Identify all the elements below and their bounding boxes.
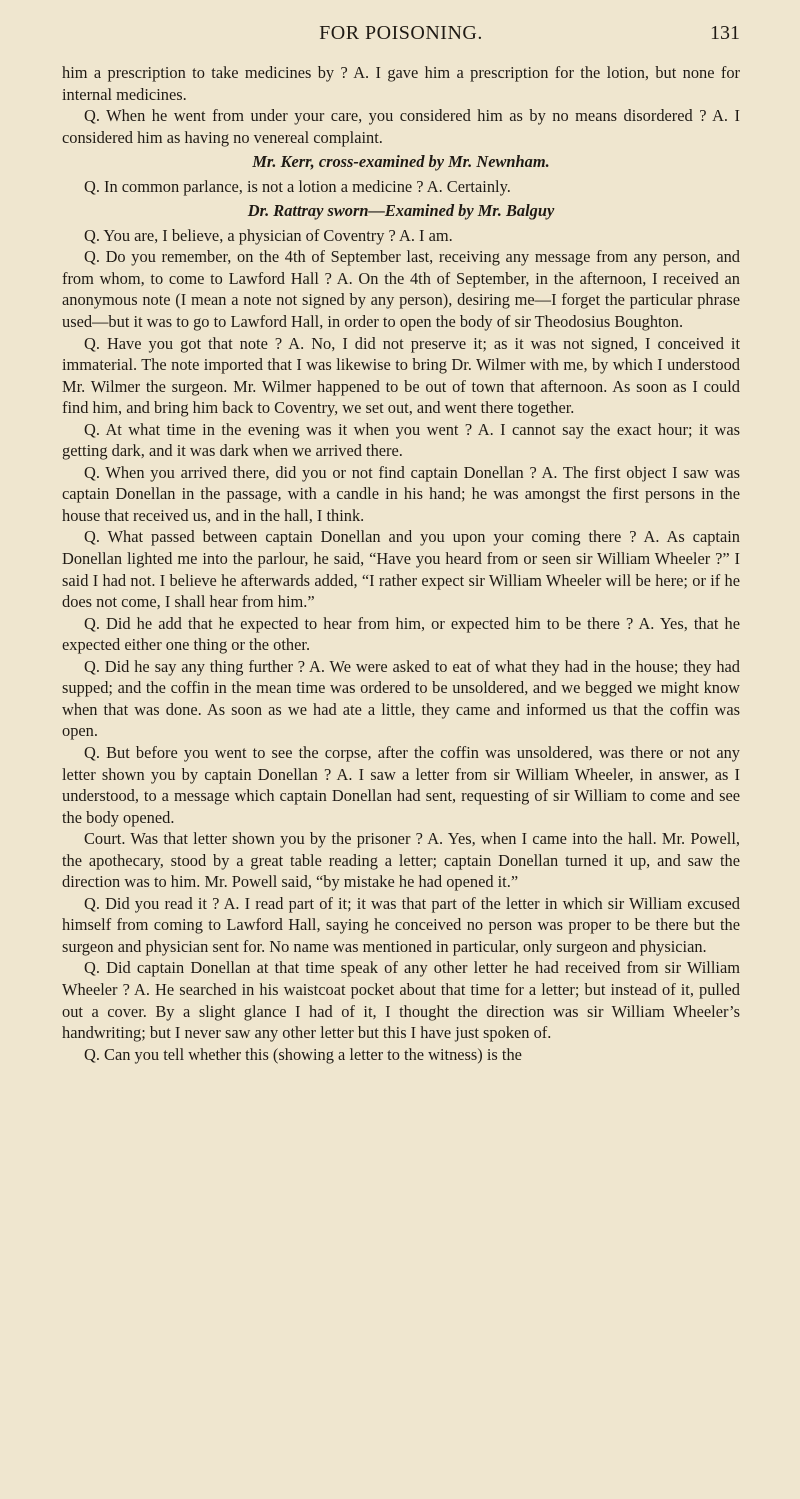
paragraph: Q. But before you went to see the corpse, after the coffin was unsoldered, was there or not any letter shown you by captain Donellan ? A. I saw a letter from sir William Wheeler, in answer, as I understood, to a message which captain Donellan had sent, requesting of sir William to come and see the body opened.	[62, 742, 740, 827]
section-heading: Mr. Kerr, cross-examined by Mr. Newnham.	[252, 152, 550, 172]
paragraph: Q. Can you tell whether this (showing a letter to the witness) is the	[84, 1044, 522, 1064]
paragraph: Q. Did he say any thing further ? A. We were asked to eat of what they had in the house; they had supped; and the coffin in the mean time was ordered to be unsoldered, and we begged we might know when that was done. As soon as we had ate a little, they came and informed us that the coffin was open.	[62, 656, 740, 741]
paragraph: Q. Did you read it ? A. I read part of it; it was that part of the letter in which sir William excused himself from coming to Lawford Hall, saying he conceived no person was proper to be there but the surgeon and physician sent for. No name was mentioned in particular, only surgeon and physician.	[62, 893, 740, 956]
paragraph: Q. Did captain Donellan at that time speak of any other letter he had received from sir William Wheeler ? A. He searched in his waistcoat pocket about that time for a letter; but instead of it, pulled out a cover. By a slight glance I had of it, I thought the direction was sir William Wheeler’s handwriting; but I never saw any other letter but this I have just spoken of.	[62, 958, 740, 1043]
paragraph: Q. Have you got that note ? A. No, I did not preserve it; as it was not signed, I conceived it immaterial. The note imported that I was likewise to bring Dr. Wilmer with me, by which I understood Mr. Wilmer the surgeon. Mr. Wilmer happened to be out of town that afternoon. As soon as I could find him, and bring him back to Coventry, we set out, and went there together.	[62, 333, 740, 418]
paragraph: Court. Was that letter shown you by the prisoner ? A. Yes, when I came into the hall. Mr. Powell, the apothecary, stood by a great table reading a letter; captain Donellan turned it up, and saw the direction was to him. Mr. Powell said, “by mistake he had opened it.”	[62, 829, 740, 892]
paragraph: Q. You are, I believe, a physician of Coventry ? A. I am.	[84, 225, 453, 245]
paragraph: Q. When you arrived there, did you or not find captain Donellan ? A. The first object I saw was captain Donellan in the passage, with a candle in his hand; he was amongst the first persons in the house that received us, and in the hall, I think.	[62, 462, 740, 525]
paragraph: Q. In common parlance, is not a lotion a medicine ? A. Certainly.	[84, 176, 511, 196]
paragraph: Q. Do you remember, on the 4th of September last, receiving any message from any person, and from whom, to come to Lawford Hall ? A. On the 4th of September, in the afternoon, I received an anonymous note (I mean a note not signed by any person), desiring me—I forget the particular phrase used—but it was to go to Lawford Hall, in order to open the body of sir Theodosius Boughton.	[62, 247, 740, 332]
body-text	[62, 62, 740, 1065]
section-heading: Dr. Rattray sworn—Examined by Mr. Balguy	[247, 201, 555, 221]
paragraph: Q. When he went from under your care, you considered him as by no means disordered ? A. I considered him as having no venereal complaint.	[62, 106, 740, 147]
page-number: 131	[710, 22, 740, 44]
paragraph: him a prescription to take medicines by ? A. I gave him a prescription for the lotion, but none for internal medicines.	[62, 63, 740, 104]
paragraph: Q. At what time in the evening was it when you went ? A. I cannot say the exact hour; it was getting dark, and it was dark when we arrived there.	[62, 419, 740, 461]
paragraph: Q. What passed between captain Donellan and you upon your coming there ? A. As captain Donellan lighted me into the parlour, he said, “Have you heard from or seen sir William Wheeler ?” I said I had not. I believe he afterwards added, “I rather expect sir William Wheeler will be here; or if he does not come, I shall hear from him.”	[62, 527, 740, 612]
running-head	[62, 22, 740, 50]
paragraph: Q. Did he add that he expected to hear from him, or expected him to be there ? A. Yes, that he expected either one thing or the other.	[62, 613, 740, 655]
running-title: FOR POISONING.	[319, 22, 483, 44]
